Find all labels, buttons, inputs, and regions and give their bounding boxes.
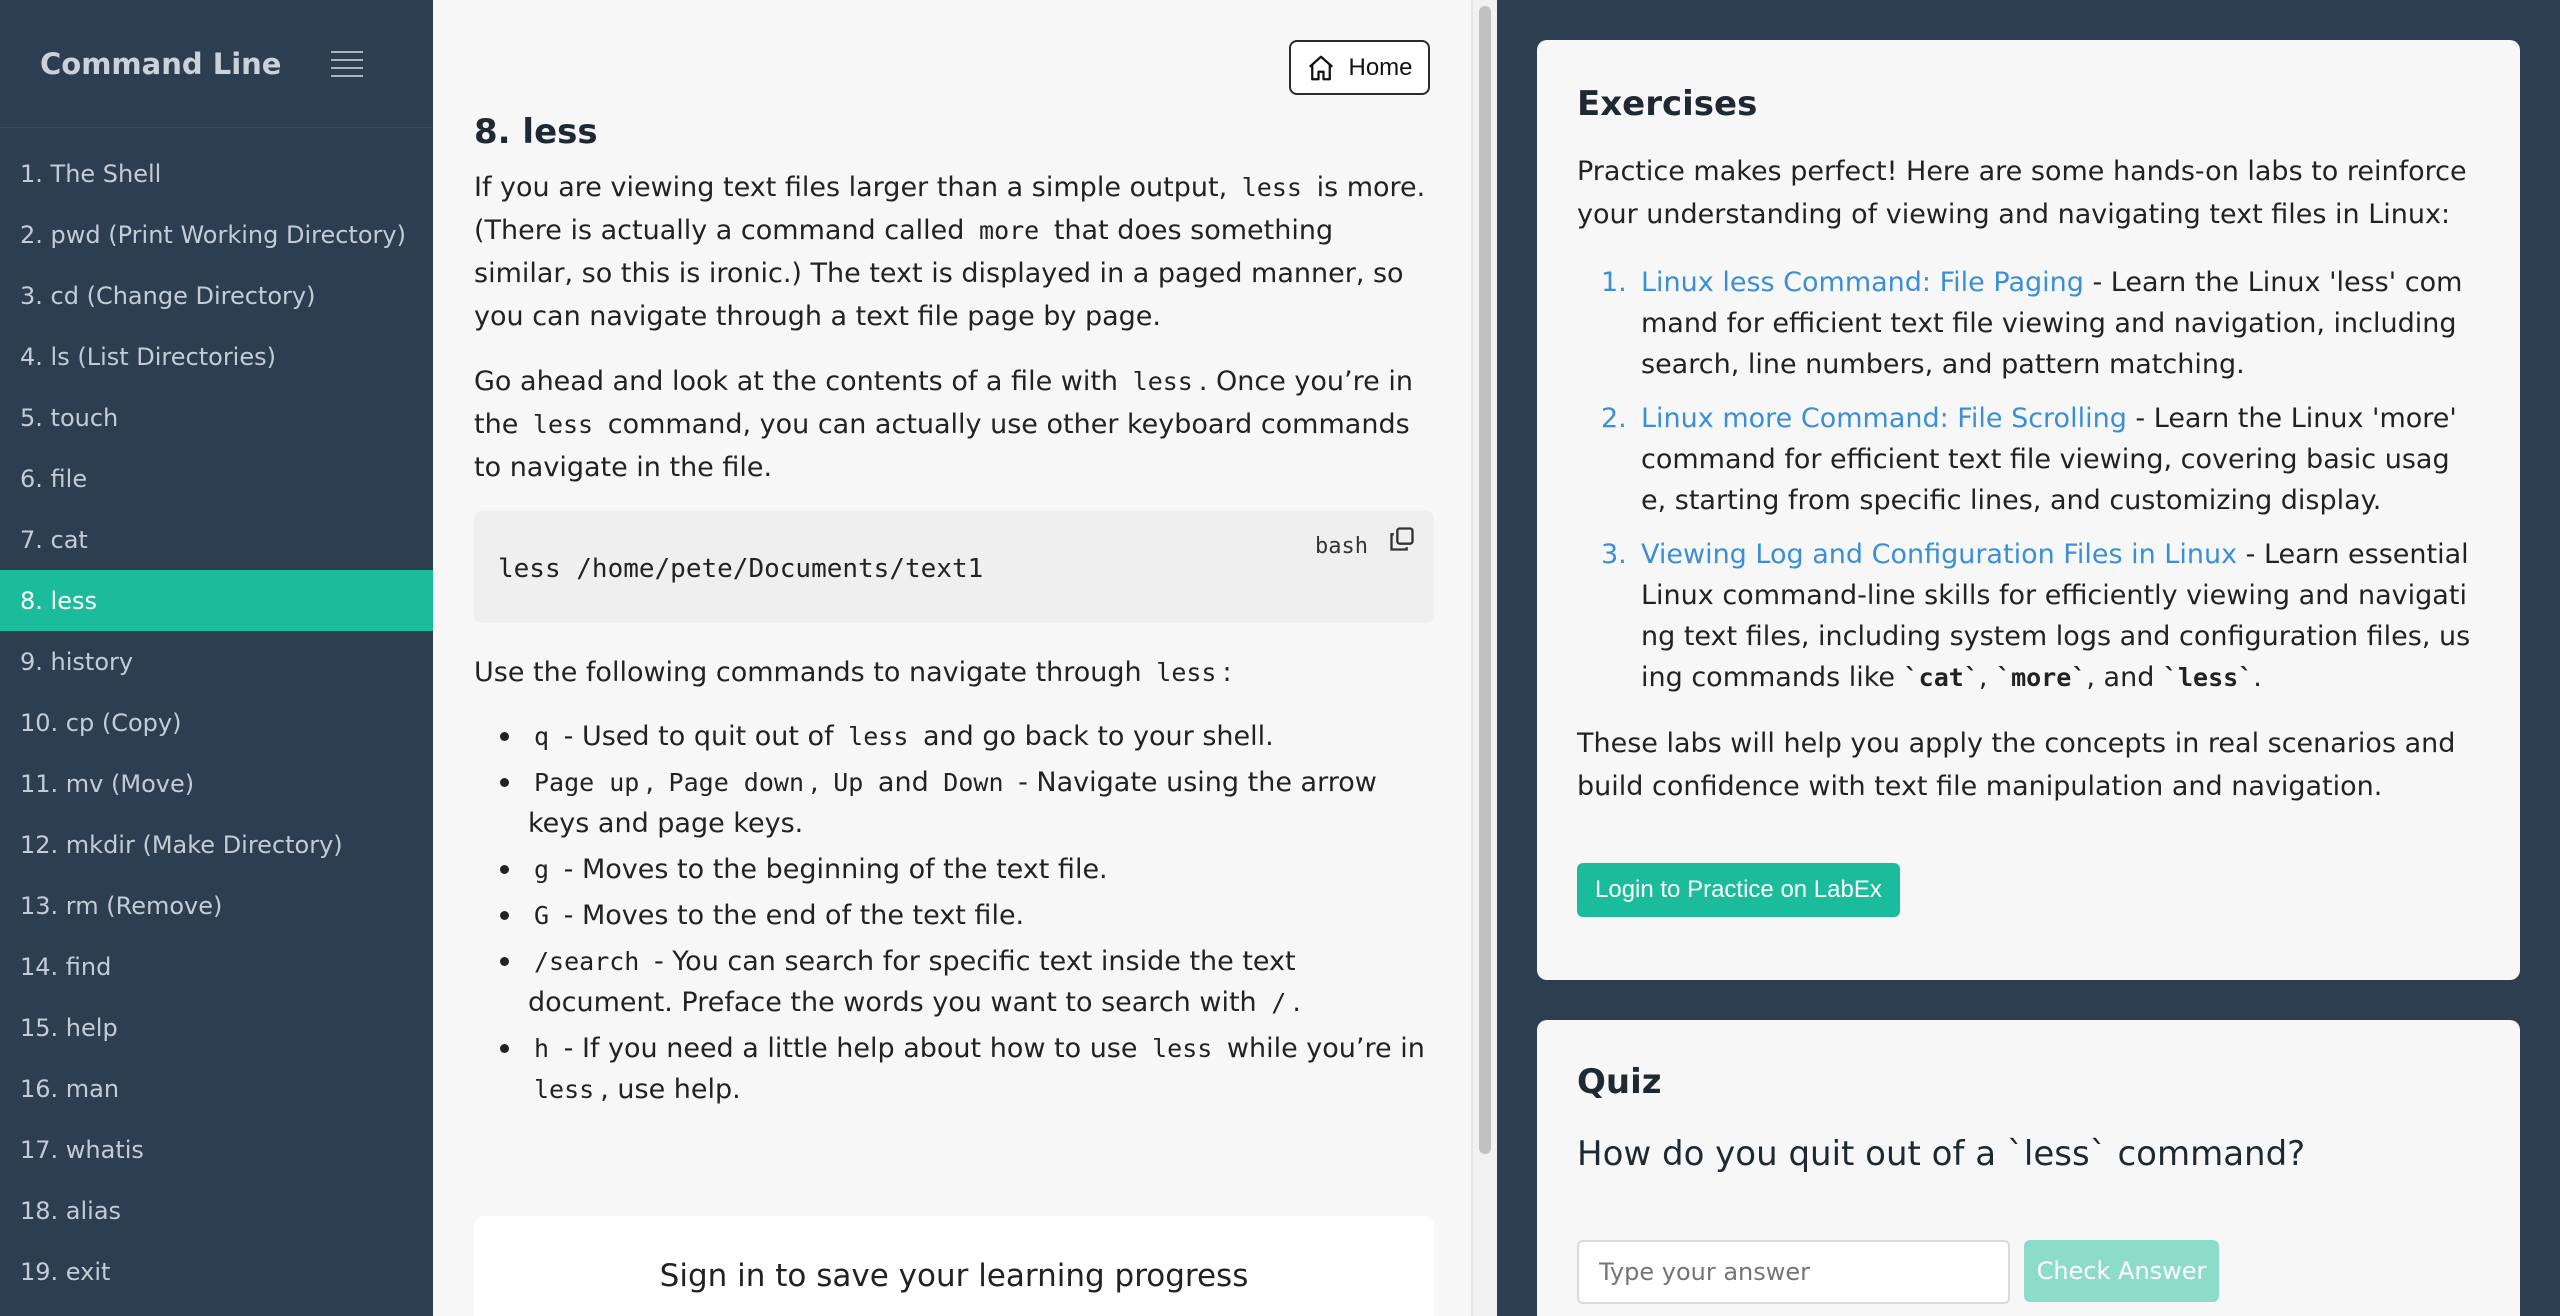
sidebar-item[interactable]: 9. history (20, 647, 134, 676)
home-button[interactable] (1289, 40, 1430, 95)
copy-icon[interactable] (1388, 525, 1416, 553)
code-block (474, 511, 1434, 623)
lab-item: 2. Linux more Command: File Scrolling - Learn the Linux 'more' command for efficient text file viewing, covering basic usage, starting from specific lines, and customizing display. (1601, 403, 2457, 516)
exercises-intro: Practice makes perfect! Here are some hands-on labs to reinforce your understanding of viewing and navigating text files in Linux: (1577, 156, 2467, 230)
sidebar-item[interactable]: 12. mkdir (Make Directory) (20, 830, 343, 859)
scrollbar[interactable] (1473, 0, 1497, 1316)
sidebar-item[interactable]: 18. alias (20, 1196, 122, 1225)
quiz-answer-row (1577, 1240, 2480, 1304)
sidebar-item[interactable]: 13. rm (Remove) (20, 891, 223, 920)
sidebar-item[interactable]: 16. man (20, 1074, 120, 1103)
menu-icon[interactable] (331, 51, 363, 77)
sidebar-item[interactable]: 17. whatis (20, 1135, 144, 1164)
sidebar-item[interactable]: 7. cat (20, 525, 88, 554)
lab-item: 1. Linux less Command: File Paging - Learn the Linux 'less' command for efficient text file viewing and navigation, including search, line numbers, and pattern matching. (1601, 267, 2463, 380)
sidebar-item[interactable]: 1. The Shell (20, 159, 162, 188)
exercises-card (1537, 40, 2520, 980)
lab-link[interactable]: Linux more Command: File Scrolling (1641, 403, 2127, 434)
scroll-thumb[interactable] (1479, 6, 1491, 1154)
page-title: 8. less (474, 112, 598, 152)
check-answer-button[interactable]: Check Answer (2024, 1240, 2219, 1302)
lab-link[interactable]: Linux less Command: File Paging (1641, 267, 2084, 298)
exercises-title: Exercises (1577, 84, 1758, 124)
login-button[interactable]: Login to Practice on LabEx (1577, 863, 1900, 917)
article (474, 108, 1434, 1115)
quiz-question: How do you quit out of a `less` command? (1577, 1134, 2306, 1174)
signin-card (474, 1216, 1434, 1316)
list-item: g - Moves to the beginning of the text file. (474, 849, 1434, 890)
lab-item: 3. Viewing Log and Configuration Files in Linux - Learn essential Linux command-line skills for efficiently viewing and navigating text files, including system logs and configuration files, using commands like `cat`, `more`, and `less`. (1601, 539, 2471, 693)
sidebar-item[interactable]: 14. find (20, 952, 112, 981)
home-label: Home (1348, 53, 1413, 81)
paragraph: Go ahead and look at the contents of a file with less . Once you’re in the less command, you can actually use other keyboard commands to navigate in the file. (474, 366, 1413, 483)
list-item: G - Moves to the end of the text file. (474, 895, 1434, 936)
command-list (474, 716, 1434, 1110)
sidebar-item[interactable]: 2. pwd (Print Working Directory) (20, 220, 406, 249)
list-item: Page up , Page down , Up and Down - Navigate using the arrow keys and page keys. (474, 762, 1434, 844)
code-command[interactable]: less /home/pete/Documents/text1 (498, 554, 984, 584)
sidebar-item[interactable]: 11. mv (Move) (20, 769, 195, 798)
code-language: bash (1315, 534, 1368, 559)
sidebar-header (0, 0, 433, 128)
sidebar-item[interactable]: 3. cd (Change Directory) (20, 281, 316, 310)
paragraph: If you are viewing text files larger than a simple output, less is more. (There is actually a command called more that does something similar, so this is ironic.) The text is displayed in a paged manner, so you can navigate through a text file page by page. (474, 172, 1426, 332)
sidebar-item-active[interactable]: 8. less (0, 570, 433, 631)
sidebar-item[interactable]: 5. touch (20, 403, 119, 432)
exercises-outro: These labs will help you apply the concepts in real scenarios and build confidence with text file manipulation and navigation. (1577, 728, 2456, 802)
answer-input[interactable] (1577, 1240, 2010, 1304)
sidebar-item[interactable]: 6. file (20, 464, 88, 493)
list-item: /search - You can search for specific text inside the text document. Preface the words you want to search with / . (474, 941, 1434, 1023)
sidebar (0, 0, 433, 1316)
labs-list (1577, 262, 2480, 698)
right-panel (1497, 0, 2560, 1316)
signin-text[interactable]: Sign in to save your learning progress (659, 1258, 1249, 1294)
sidebar-item[interactable]: 19. exit (20, 1257, 111, 1286)
quiz-card (1537, 1020, 2520, 1316)
paragraph: Use the following commands to navigate through less : (474, 657, 1232, 688)
list-item: q - Used to quit out of less and go back to your shell. (474, 716, 1434, 757)
sidebar-item[interactable]: 10. cp (Copy) (20, 708, 182, 737)
list-item: h - If you need a little help about how to use less while you’re in less , use help. (474, 1028, 1434, 1110)
main-content (433, 0, 1473, 1316)
sidebar-nav (0, 128, 433, 1302)
lab-link[interactable]: Viewing Log and Configuration Files in Linux (1641, 539, 2238, 570)
sidebar-item[interactable]: 4. ls (List Directories) (20, 342, 276, 371)
home-icon (1306, 53, 1336, 83)
quiz-title: Quiz (1577, 1062, 1662, 1102)
app-title[interactable]: Command Line (40, 46, 282, 81)
sidebar-item[interactable]: 15. help (20, 1013, 118, 1042)
